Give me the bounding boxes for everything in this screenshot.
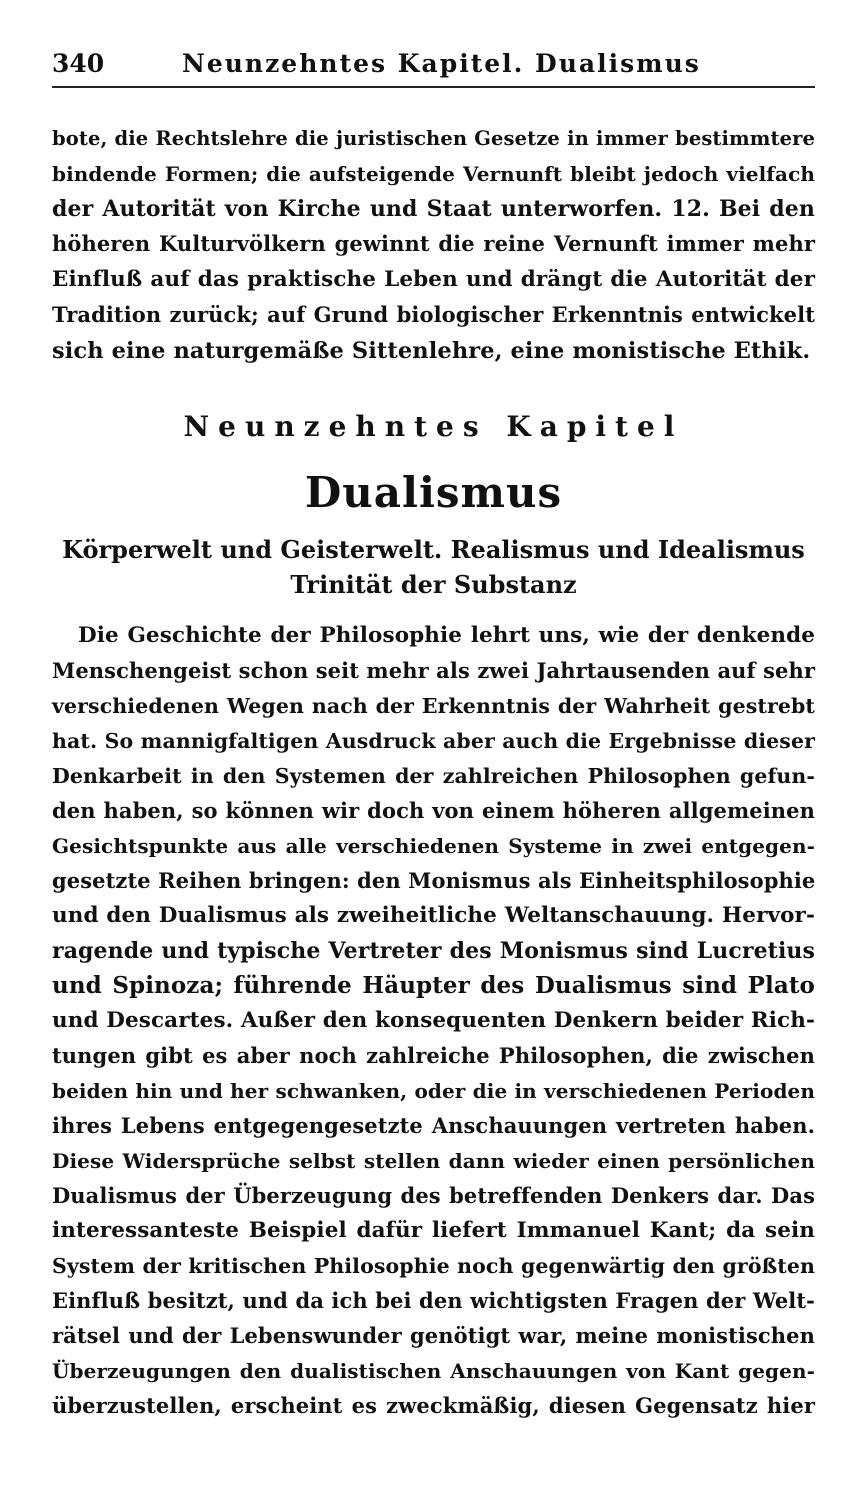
text-line: gesetzte Reihen bringen: den Monismus als Einheitsphilosophie: [52, 868, 816, 893]
chapter-title: Dualismus: [304, 468, 563, 517]
text-line: Gesichtspunkte aus alle verschiedenen Systeme in zwei entgegen-: [52, 834, 815, 858]
text-line: tungen gibt es aber noch zahlreiche Philosophen, die zwischen: [52, 1043, 815, 1068]
text-line: ragende und typische Vertreter des Monismus sind Lucretius: [52, 938, 815, 964]
page-number: 340: [52, 49, 105, 78]
text-line: bindende Formen; die aufsteigende Vernunft bleibt jedoch vielfach: [52, 162, 815, 186]
text-line: verschiedenen Wegen nach der Erkenntnis der Wahrheit gestrebt: [52, 694, 815, 718]
running-title: Neunzehntes Kapitel. Dualismus: [182, 49, 701, 78]
running-head: [52, 48, 815, 88]
text-line: höheren Kulturvölkern gewinnt die reine Vernunft immer mehr: [52, 231, 815, 256]
text-line: Einfluß besitzt, und da ich bei den wichtigsten Fragen der Welt-: [52, 1288, 815, 1313]
text-line: interessanteste Beispiel dafür liefert Immanuel Kant; da sein: [52, 1218, 815, 1243]
text-line: sich eine naturgemäße Sittenlehre, eine monistische Ethik.: [52, 338, 811, 364]
text-line: ihres Lebens entgegengesetzte Anschauungen vertreten haben.: [52, 1113, 815, 1138]
text-line: Dualismus der Überzeugung des betreffenden Denkers dar. Das: [52, 1183, 815, 1208]
text-line: Diese Widersprüche selbst stellen dann wieder einen persönlichen: [52, 1149, 815, 1173]
text-line: und Descartes. Außer den konsequenten Denkern beider Rich-: [52, 1008, 815, 1033]
text-line: Die Geschichte der Philosophie lehrt uns, wie der denkende: [78, 623, 815, 648]
text-line: der Autorität von Kirche und Staat unterworfen. 12. Bei den: [52, 196, 815, 222]
text-line: Einfluß auf das praktische Leben und drängt die Autorität der: [52, 267, 815, 292]
text-line: bote, die Rechtslehre die juristischen Gesetze in immer bestimmtere: [52, 127, 815, 150]
text-line: und Spinoza; führende Häupter des Dualismus sind Plato: [52, 972, 815, 999]
text-line: hat. So mannigfaltigen Ausdruck aber auch die Ergebnisse dieser: [52, 729, 815, 753]
text-line: System der kritischen Philosophie noch gegenwärtig den größten: [52, 1254, 815, 1278]
text-line: den haben, so können wir doch von einem höheren allgemeinen: [52, 798, 815, 823]
text-line: Tradition zurück; auf Grund biologischer Erkenntnis entwickelt: [52, 302, 815, 327]
text-line: und den Dualismus als zweiheitliche Weltanschauung. Hervor-: [52, 903, 815, 928]
text-line: Denkarbeit in den Systemen der zahlreichen Philosophen gefun-: [52, 764, 815, 788]
text-line: überzustellen, erscheint es zweckmäßig, diesen Gegensatz hier: [52, 1393, 815, 1418]
text-line: rätsel und der Lebenswunder genötigt war, meine monistischen: [52, 1323, 815, 1348]
text-line: Überzeugungen den dualistischen Anschauungen von Kant gegen-: [52, 1359, 815, 1383]
text-line: Menschengeist schon seit mehr als zwei Jahrtausenden auf sehr: [52, 658, 815, 683]
text-line: beiden hin und her schwanken, oder die in verschiedenen Perioden: [52, 1079, 815, 1103]
chapter-label: Neunzehntes Kapitel: [183, 410, 684, 443]
chapter-subtitle: Körperwelt und Geisterwelt. Realismus und Idealismus: [62, 535, 805, 564]
chapter-subtitle: Trinität der Substanz: [290, 570, 577, 599]
